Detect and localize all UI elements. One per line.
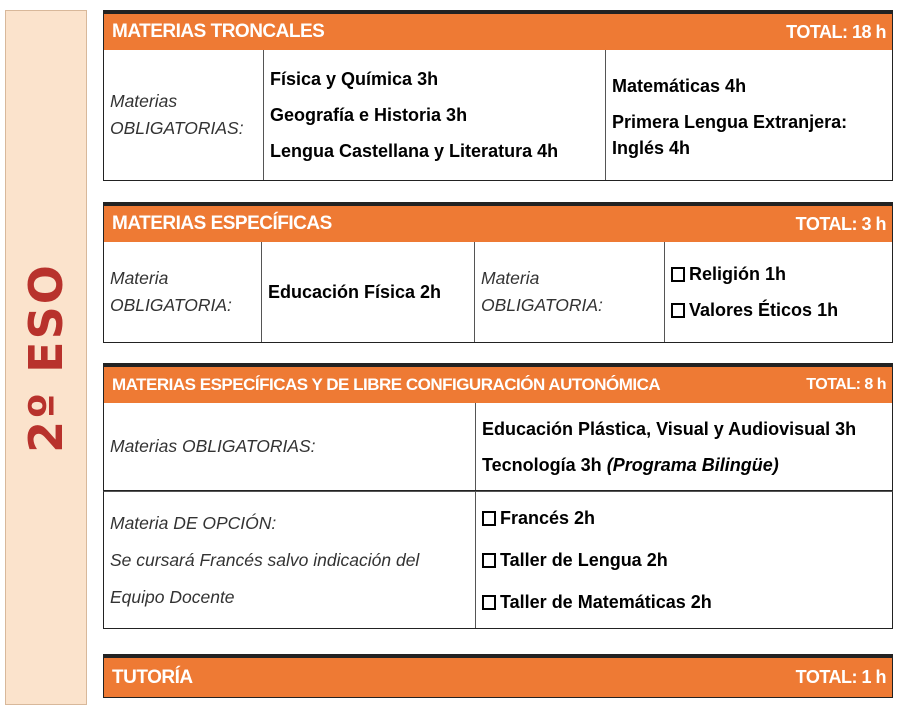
section-tutoria bbox=[103, 654, 893, 698]
subject-item: Educación Física 2h bbox=[268, 282, 442, 302]
option-label-heading: Materia DE OPCIÓN: bbox=[110, 512, 277, 533]
section-libre-configuracion bbox=[103, 363, 893, 629]
subject-item bbox=[482, 447, 886, 483]
section-body-row2 bbox=[103, 491, 893, 629]
option-label: Taller de Lengua 2h bbox=[500, 550, 668, 570]
course-label: 2º ESO bbox=[19, 262, 73, 453]
section-especificas bbox=[103, 202, 893, 343]
course-side-panel bbox=[5, 10, 87, 705]
section-total: TOTAL: 8 h bbox=[806, 376, 886, 393]
subject-item: Educación Plástica, Visual y Audiovisual 3h bbox=[482, 418, 857, 439]
subject-item: Primera Lengua Extranjera: bbox=[612, 112, 848, 132]
checkbox-icon[interactable] bbox=[671, 303, 685, 318]
option-frances[interactable] bbox=[482, 497, 886, 539]
option-religion[interactable] bbox=[671, 256, 886, 292]
section-title: MATERIAS ESPECÍFICAS Y DE LIBRE CONFIGURACIÓN AUTONÓMICA bbox=[112, 375, 661, 394]
checkbox-icon[interactable] bbox=[671, 267, 685, 282]
section-total: TOTAL: 1 h bbox=[795, 667, 886, 687]
option-note: Equipo Docente bbox=[110, 586, 235, 607]
option-taller-lengua[interactable] bbox=[482, 539, 886, 581]
section-total: TOTAL: 3 h bbox=[795, 213, 886, 234]
section-title: MATERIAS ESPECÍFICAS bbox=[112, 213, 332, 234]
subject-label: Materias OBLIGATORIAS: bbox=[110, 91, 244, 138]
option-valores-eticos[interactable] bbox=[671, 292, 886, 328]
subject-label: Materia OBLIGATORIA: bbox=[110, 268, 232, 315]
section-troncales bbox=[103, 10, 893, 181]
subject-label: Materia OBLIGATORIA: bbox=[481, 268, 603, 315]
section-header bbox=[103, 654, 893, 698]
option-note: Se cursará Francés salvo indicación del bbox=[110, 549, 420, 570]
checkbox-icon[interactable] bbox=[482, 553, 496, 568]
section-total: TOTAL: 18 h bbox=[786, 21, 886, 42]
section-title: TUTORÍA bbox=[112, 666, 193, 688]
option-label: Valores Éticos 1h bbox=[689, 300, 839, 320]
subject-item: Lengua Castellana y Literatura 4h bbox=[270, 141, 559, 161]
subject-item: Matemáticas 4h bbox=[612, 76, 747, 96]
option-label: Francés 2h bbox=[500, 508, 596, 528]
subject-item: Física y Química 3h bbox=[270, 69, 439, 89]
section-header bbox=[103, 202, 893, 242]
subject-label: Materias OBLIGATORIAS: bbox=[110, 436, 316, 456]
subject-item: Inglés 4h bbox=[612, 138, 691, 158]
section-header bbox=[103, 10, 893, 50]
checkbox-icon[interactable] bbox=[482, 511, 496, 526]
subject-name: Tecnología 3h bbox=[482, 454, 602, 475]
option-label: Religión 1h bbox=[689, 264, 787, 284]
section-title: MATERIAS TRONCALES bbox=[112, 21, 325, 42]
checkbox-icon[interactable] bbox=[482, 595, 496, 610]
section-body bbox=[103, 242, 893, 343]
option-label: Taller de Matemáticas 2h bbox=[500, 592, 712, 612]
subject-note: (Programa Bilingüe) bbox=[606, 454, 779, 475]
subject-item: Geografía e Historia 3h bbox=[270, 105, 468, 125]
section-header bbox=[103, 363, 893, 403]
section-body bbox=[103, 50, 893, 181]
section-body-row1 bbox=[103, 403, 893, 491]
option-taller-matematicas[interactable] bbox=[482, 581, 886, 623]
